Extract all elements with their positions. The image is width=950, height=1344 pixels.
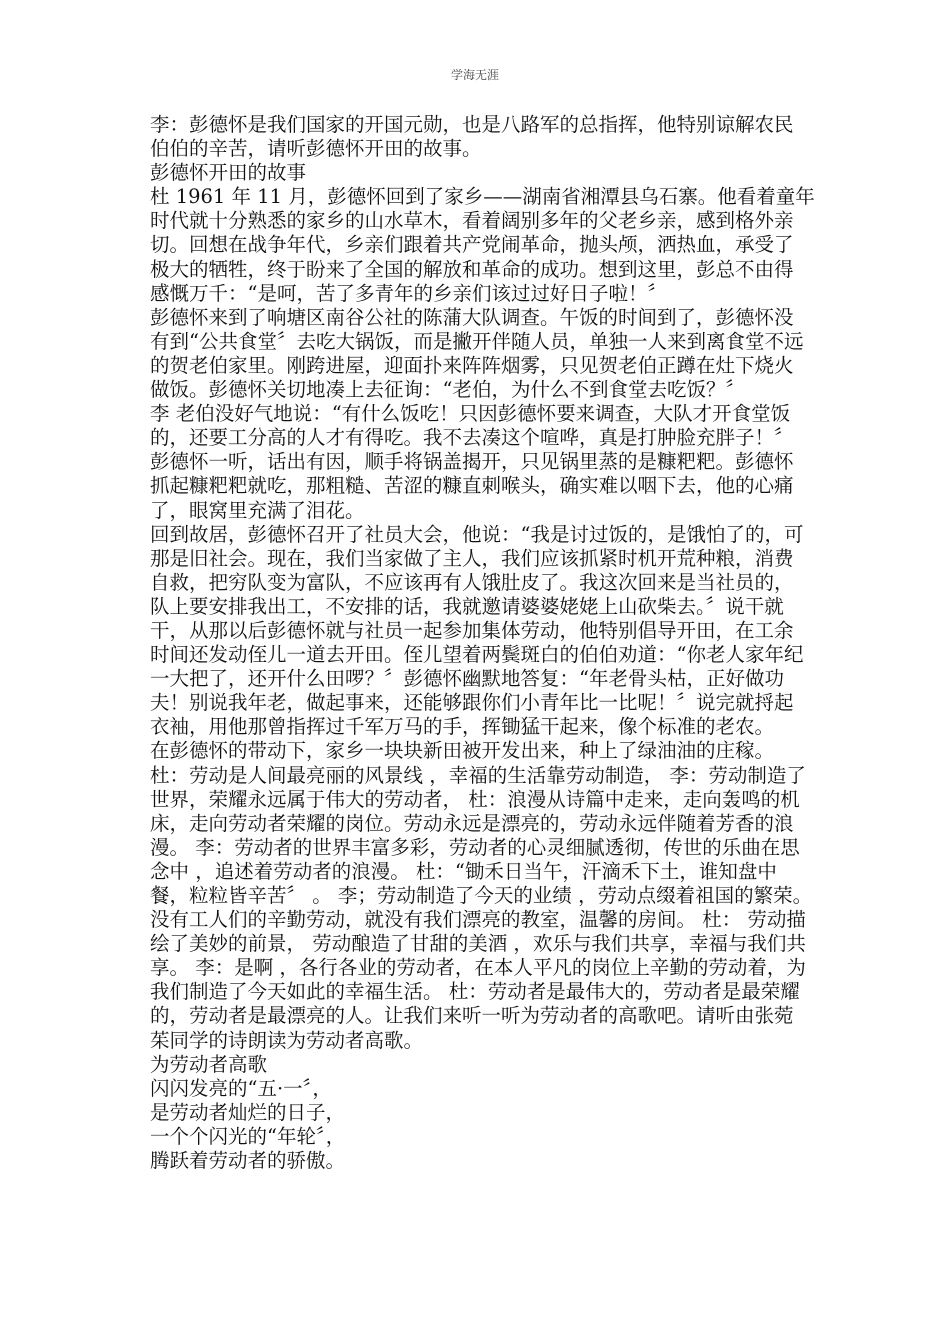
- text-line: 我们制造了今天如此的幸福生活。 杜：劳动者是最伟大的，劳动者是最荣耀: [150, 980, 800, 1004]
- text-line: 在彭德怀的带动下，家乡一块块新田被开发出来，种上了绿油油的庄稼。: [150, 739, 775, 763]
- text-line: 彭德怀开田的故事: [150, 161, 307, 185]
- page-header: 学海无涯: [450, 68, 499, 82]
- text-line: 彭德怀一听，话出有因，顺手将锅盖揭开，只见锅里蒸的是糠粑粑。彭德怀: [150, 450, 794, 474]
- text-line: 念中 ，追述着劳动者的浪漫。 杜：“锄禾日当午，汗滴禾下土，谁知盘中: [150, 859, 777, 883]
- text-line: 茱同学的诗朗读为劳动者高歌。: [150, 1028, 424, 1052]
- text-line: 彭德怀来到了响塘区南谷公社的陈蒲大队调查。午饭的时间到了，彭德怀没: [150, 305, 794, 329]
- text-line: 感慨万千：“是呵，苦了多青年的乡亲们该过过好日子啦！〞: [150, 281, 667, 305]
- text-line: 的贺老伯家里。刚跨进屋，迎面扑来阵阵烟雾，只见贺老伯正蹲在灶下烧火: [150, 353, 794, 377]
- text-line: 极大的牺牲，终于盼来了全国的解放和革命的成功。想到这里，彭总不由得: [150, 257, 794, 281]
- text-line: 是劳动者灿烂的日子，: [150, 1100, 346, 1124]
- text-line: 没有工人们的辛勤劳动，就没有我们漂亮的教室，温馨的房间。 杜： 劳动描: [150, 908, 806, 932]
- text-line: 抓起糠粑粑就吃，那粗糙、苦涩的糠直刺喉头，确实难以咽下去，他的心痛: [150, 474, 794, 498]
- text-line: 享。 李：是啊 ，各行各业的劳动者，在本人平凡的岗位上辛勤的劳动着，为: [150, 956, 806, 980]
- text-line: 世界，荣耀永远属于伟大的劳动者， 杜：浪漫从诗篇中走来，走向轰鸣的机: [150, 787, 800, 811]
- text-line: 为劳动者高歌: [150, 1052, 268, 1076]
- text-line: 的，劳动者是最漂亮的人。让我们来听一听为劳动者的高歌吧。请听由张菀: [150, 1004, 794, 1028]
- text-line: 闪闪发亮的“五·一〞，: [150, 1076, 332, 1100]
- text-line: 干，从那以后彭德怀就与社员一起参加集体劳动，他特别倡导开田，在工余: [150, 618, 794, 642]
- text-line: 回到故居，彭德怀召开了社员大会，他说：“我是讨过饭的，是饿怕了的，可: [150, 522, 804, 546]
- text-line: 伯伯的辛苦，请听彭德怀开田的故事。: [150, 137, 482, 161]
- text-line: 一个个闪光的“年轮〞，: [150, 1124, 346, 1148]
- text-line: 李：彭德怀是我们国家的开国元勋，也是八路军的总指挥，他特别谅解农民: [150, 113, 794, 136]
- document-body: [150, 113, 815, 1173]
- text-line: 时间还发动侄儿一道去开田。侄儿望着两鬓斑白的伯伯劝道：“你老人家年纪: [150, 643, 804, 667]
- text-line: 杜：劳动是人间最亮丽的风景线 ，幸福的生活靠劳动制造， 李：劳动制造了: [150, 763, 806, 787]
- text-line: 那是旧社会。现在，我们当家做了主人，我们应该抓紧时机开荒种粮，消费: [150, 546, 794, 570]
- text-line: 了，眼窝里充满了泪花。: [150, 498, 365, 522]
- text-line: 做饭。彭德怀关切地凑上去征询：“老伯，为什么不到食堂去吃饭？〞: [150, 378, 745, 402]
- text-line: 李 老伯没好气地说：“有什么饭吃！只因彭德怀要来调查，大队才开食堂饭: [150, 402, 791, 426]
- text-line: 切。回想在战争年代，乡亲们跟着共产党闹革命，抛头颅，洒热血，承受了: [150, 233, 794, 257]
- text-line: 一大把了，还开什么田啰？〞彭德怀幽默地答复：“年老骨头枯，正好做功: [150, 667, 784, 691]
- text-line: 的，还要工分高的人才有得吃。我不去凑这个喧哗，真是打肿脸充胖子！〞: [150, 426, 794, 450]
- text-line: 夫！别说我年老，做起事来，还能够跟你们小青年比一比呢！〞说完就捋起: [150, 691, 794, 715]
- text-line: 衣袖，用他那曾指挥过千军万马的手，挥锄猛干起来，像个标准的老农。: [150, 715, 775, 739]
- text-line: 床，走向劳动者荣耀的岗位。劳动永远是漂亮的，劳动永远伴随着芳香的浪: [150, 811, 794, 835]
- text-line: 队上要安排我出工，不安排的话，我就邀请婆婆姥姥上山砍柴去。〞说干就: [150, 594, 784, 618]
- text-line: 漫。 李：劳动者的世界丰富多彩，劳动者的心灵细腻透彻，传世的乐曲在思: [150, 835, 800, 859]
- text-line: 绘了美妙的前景， 劳动酿造了甘甜的美酒 ，欢乐与我们共享，幸福与我们共: [150, 932, 806, 956]
- text-line: 杜 1961 年 11 月，彭德怀回到了家乡——湖南省湘潭县乌石寨。他看着童年: [150, 185, 815, 209]
- text-line: 有到“公共食堂〞去吃大锅饭，而是撇开伴随人员，单独一人来到离食堂不远: [150, 329, 804, 353]
- text-line: 腾跃着劳动者的骄傲。: [150, 1149, 346, 1173]
- text-line: 自救，把穷队变为富队，不应该再有人饿肚皮了。我这次回来是当社员的，: [150, 570, 794, 594]
- text-line: 餐，粒粒皆辛苦〞 。 李；劳动制造了今天的业绩 ，劳动点缀着祖国的繁荣。: [150, 884, 813, 907]
- text-line: 时代就十分熟悉的家乡的山水草木，看着阔别多年的父老乡亲，感到格外亲: [150, 209, 794, 233]
